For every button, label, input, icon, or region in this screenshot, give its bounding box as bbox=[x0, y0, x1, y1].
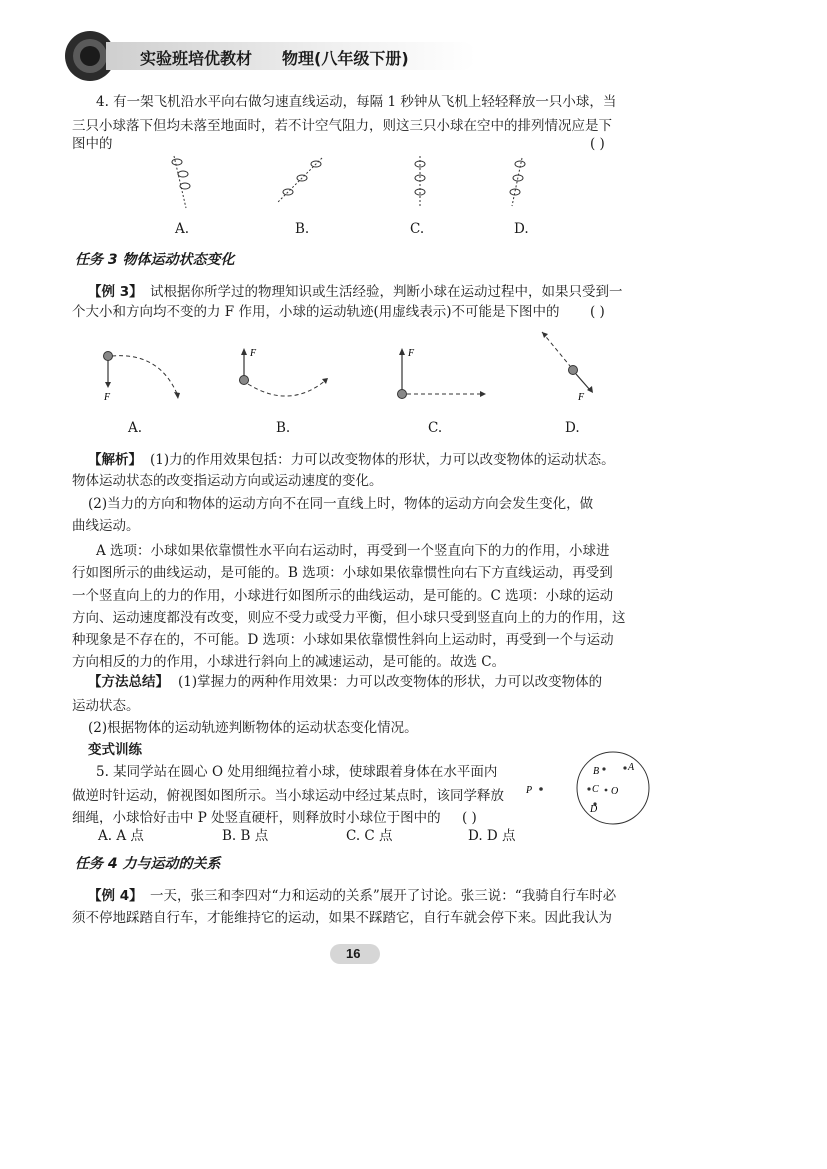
analysis-line-10: 方向相反的力的作用，小球进行斜向上的减速运动，是可能的。故选 C。 bbox=[72, 654, 506, 670]
practice-circle-figure bbox=[520, 748, 660, 828]
q4-option-a: A. bbox=[175, 221, 190, 237]
force-label-a: F bbox=[104, 392, 111, 403]
analysis-line-5: A 选项：小球如果依靠惯性水平向右运动时，再受到一个竖直向下的力的作用，小球进 bbox=[96, 543, 610, 559]
analysis-label: 【解析】 bbox=[88, 452, 142, 468]
ex3-option-a: A. bbox=[128, 420, 143, 436]
ex3-line-1: 试根据你所学过的物理知识或生活经验，判断小球在运动过程中，如果只受到一 bbox=[150, 284, 623, 300]
ex3-option-c: C. bbox=[428, 420, 443, 436]
practice-option-b: B. B 点 bbox=[222, 828, 269, 844]
ex4-line-2: 须不停地踩踏自行车，才能维持它的运动，如果不踩踏它，自行车就会停下来。因此我认为 bbox=[72, 910, 612, 926]
method-line-3: (2)根据物体的运动轨迹判断物体的运动状态变化情况。 bbox=[88, 720, 418, 736]
ex3-figure-d bbox=[542, 332, 593, 403]
q4-figure-d bbox=[510, 158, 525, 206]
ex3-figure-c bbox=[398, 348, 487, 399]
method-line-1: (1)掌握力的两种作用效果：力可以改变物体的形状，力可以改变物体的 bbox=[178, 674, 603, 690]
ex3-option-d: D. bbox=[565, 420, 580, 436]
point-p-label: P bbox=[526, 785, 533, 796]
ex3-answer-paren: ( ) bbox=[590, 304, 605, 320]
q4-option-d: D. bbox=[514, 221, 529, 237]
practice-option-c: C. C 点 bbox=[346, 828, 393, 844]
q4-figure-b bbox=[278, 158, 322, 202]
analysis-line-4: 曲线运动。 bbox=[72, 518, 140, 534]
practice-option-d: D. D 点 bbox=[468, 828, 516, 844]
analysis-line-6: 行如图所示的曲线运动，是可能的。B 选项：小球如果依靠惯性向右下方直线运动，再受到 bbox=[72, 565, 613, 581]
analysis-line-1: (1)力的作用效果包括：力可以改变物体的形状，力可以改变物体的运动状态。 bbox=[150, 452, 615, 468]
practice-option-a: A. A 点 bbox=[98, 828, 144, 844]
ex3-line-2: 个大小和方向均不变的力 F 作用，小球的运动轨迹(用虚线表示)不可能是下图中的 bbox=[72, 304, 560, 320]
ex3-figure-a bbox=[103, 352, 180, 404]
q4-answer-paren: ( ) bbox=[590, 136, 605, 152]
analysis-line-2: 物体运动状态的改变指运动方向或运动速度的变化。 bbox=[72, 473, 383, 489]
ex4-label: 【例 4】 bbox=[88, 888, 143, 904]
point-d-label: D bbox=[590, 804, 598, 815]
q4-option-b: B. bbox=[295, 221, 310, 237]
force-label-c: F bbox=[408, 348, 415, 359]
task4-title: 任务 4 力与运动的关系 bbox=[75, 856, 221, 872]
q4-line-1: 4. 有一架飞机沿水平向右做匀速直线运动，每隔 1 秒钟从飞机上轻轻释放一只小球，当 bbox=[96, 94, 617, 110]
ex3-figure-b bbox=[240, 348, 329, 396]
analysis-line-9: 种现象是不存在的，不可能。D 选项：小球如果依靠惯性斜向上运动时，再受到一个与运动 bbox=[72, 632, 614, 648]
page-number-badge bbox=[330, 944, 380, 964]
analysis-line-7: 一个竖直向上的力的作用，小球进行如图所示的曲线运动，是可能的。C 选项：小球的运动 bbox=[72, 588, 614, 604]
point-o-label: O bbox=[611, 786, 619, 797]
practice-line-2: 做逆时针运动，俯视图如图所示。当小球运动中经过某点时，该同学释放 bbox=[72, 788, 504, 804]
point-c-label: C bbox=[592, 784, 599, 795]
q4-ball-figures bbox=[150, 150, 570, 215]
force-label-d: F bbox=[578, 392, 585, 403]
ex3-trajectory-figures bbox=[90, 330, 610, 420]
practice-answer-paren: ( ) bbox=[462, 810, 477, 826]
q4-option-c: C. bbox=[410, 221, 425, 237]
q4-figure-c bbox=[415, 156, 425, 206]
ex3-label: 【例 3】 bbox=[88, 284, 143, 300]
point-a-label: A bbox=[628, 762, 635, 773]
ex3-option-b: B. bbox=[276, 420, 291, 436]
header-title: 实验班培优教材 bbox=[140, 49, 253, 68]
method-label: 【方法总结】 bbox=[88, 674, 169, 690]
ex4-line-1: 一天，张三和李四对“力和运动的关系”展开了讨论。张三说：“我骑自行车时必 bbox=[150, 888, 617, 904]
q4-line-3: 图中的 bbox=[72, 136, 113, 152]
practice-line-3: 细绳，小球恰好击中 P 处竖直硬杆，则释放时小球位于图中的 bbox=[72, 810, 441, 826]
practice-line-1: 5. 某同学站在圆心 O 处用细绳拉着小球，使球跟着身体在水平面内 bbox=[96, 764, 498, 780]
practice-title: 变式训练 bbox=[88, 742, 142, 758]
task3-title: 任务 3 物体运动状态变化 bbox=[75, 252, 235, 268]
header-subject: 物理(八年级下册) bbox=[282, 49, 409, 68]
page-header bbox=[62, 28, 482, 84]
method-line-2: 运动状态。 bbox=[72, 698, 140, 714]
analysis-line-3: (2)当力的方向和物体的运动方向不在同一直线上时，物体的运动方向会发生变化，做 bbox=[88, 496, 594, 512]
q4-line-2: 三只小球落下但均未落至地面时，若不计空气阻力，则这三只小球在空中的排列情况应是下 bbox=[72, 118, 612, 134]
force-label-b: F bbox=[250, 348, 257, 359]
q4-figure-a bbox=[172, 156, 190, 208]
page-number: 16 bbox=[346, 946, 361, 961]
point-b-label: B bbox=[593, 766, 600, 777]
analysis-line-8: 方向、运动速度都没有改变，则应不受力或受力平衡，但小球只受到竖直向上的力的作用，这 bbox=[72, 610, 626, 626]
